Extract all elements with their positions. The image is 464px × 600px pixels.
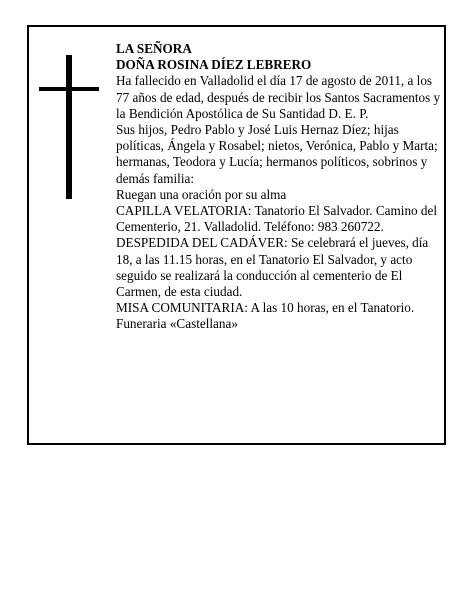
obituary-community-mass: MISA COMUNITARIA: A las 10 horas, en el Tanatorio. [116,300,415,316]
latin-cross-icon [39,55,99,199]
cross-vertical-bar [66,55,72,199]
cross-horizontal-bar [39,87,99,91]
obituary-text [116,41,442,333]
obituary-card [27,25,446,445]
obituary-funeral-home: Funeraria «Castellana» [116,316,238,332]
obituary-death-notice: Ha fallecido en Valladolid el día 17 de agosto de 2011, a los 77 años de edad, después de recibir los Santos Sacramentos y la Bendición Apostólica de Su Santidad D. E. P. [116,73,441,121]
obituary-deceased-name: DOÑA ROSINA DÍEZ LEBRERO [116,57,312,73]
obituary-prayer-request: Ruegan una oración por su alma [116,186,287,202]
obituary-wake-chapel: CAPILLA VELATORIA: Tanatorio El Salvador. Camino del Cementerio, 21. Valladolid. Teléfono: 983 260722. [116,203,438,235]
obituary-title-line1: LA SEÑORA [116,41,192,56]
obituary-farewell: DESPEDIDA DEL CADÁVER: Se celebrará el jueves, día 18, a las 11.15 horas, en el Tanatorio El Salvador, y acto seguido se realizará la conducción al cementerio de El Carmen, de esta ciudad. [116,235,429,300]
obituary-family: Sus hijos, Pedro Pablo y José Luis Hernaz Díez; hijas políticas, Ángela y Rosabel; nietos, Verónica, Pablo y Marta; hermanas, Teodora y Lucía; hermanos políticos, sobrinos y demás familia: [116,122,438,186]
